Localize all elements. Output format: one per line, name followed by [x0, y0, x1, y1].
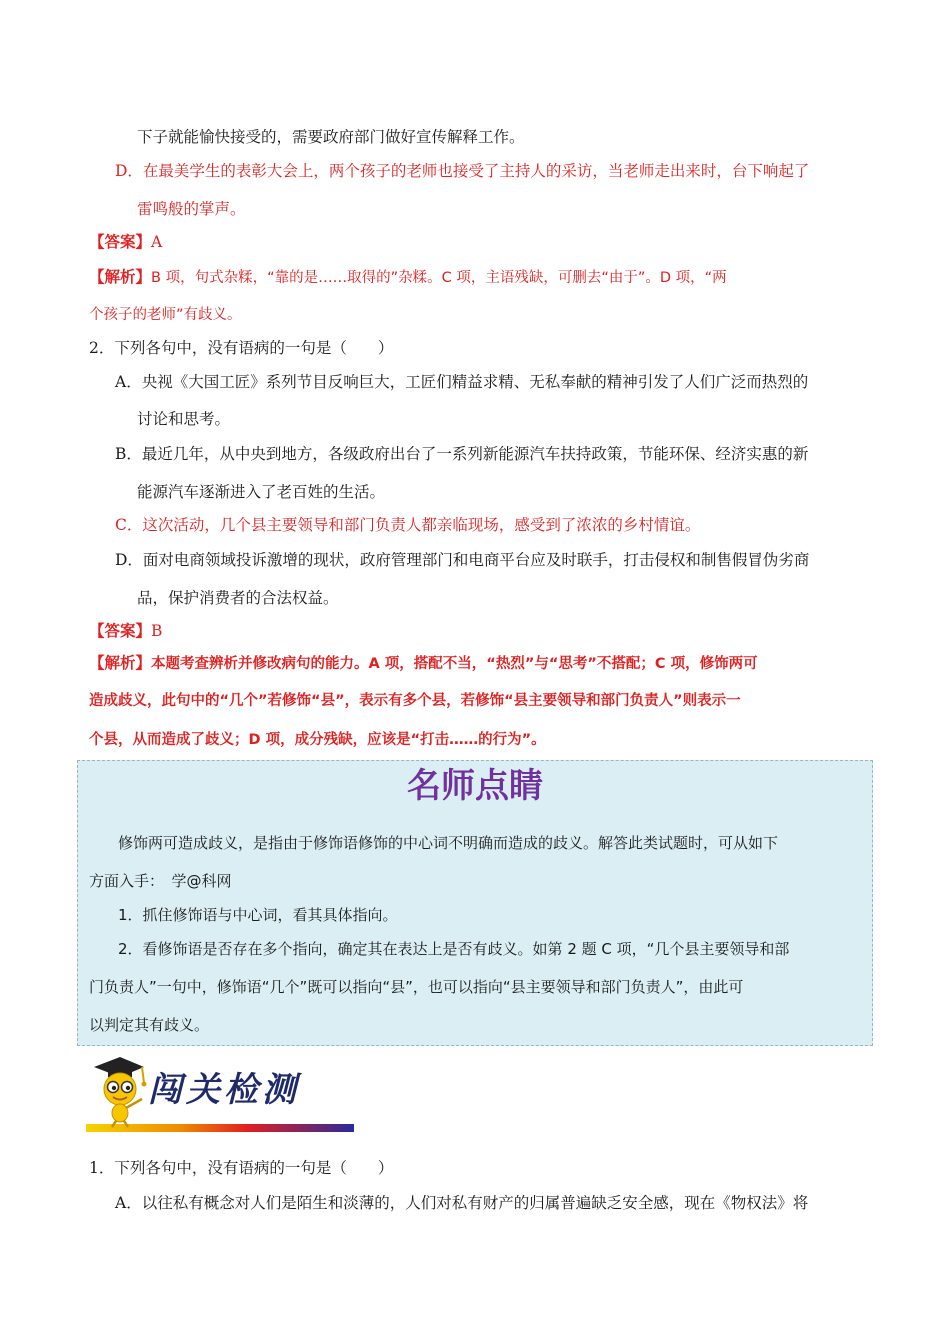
q2-analysis-line3: 个县，从而造成了歧义；D 项，成分残缺，应该是“打击……的行为”。	[89, 732, 546, 748]
q2-option-d-line1: D．面对电商领域投诉激增的现状，政府管理部门和电商平台应及时联手，打击侵权和制售假冒伪劣商	[115, 551, 810, 569]
q2-option-d-line2: 品，保护消费者的合法权益。	[137, 589, 339, 607]
option-d-line2: 雷鸣般的掌声。	[137, 200, 246, 218]
q2-option-a-line2: 讨论和思考。	[137, 410, 231, 428]
next-q-option-a-line1: A．以往私有概念对人们是陌生和淡薄的，人们对私有财产的归属普遍缺乏安全感，现在《物权法》将	[115, 1194, 809, 1212]
next-q-stem: 1．下列各句中，没有语病的一句是（ ）	[89, 1159, 394, 1177]
q2-answer-label: 【答案】	[89, 621, 152, 640]
q2-answer-row	[89, 620, 162, 642]
q2-analysis-line2: 造成歧义，此句中的“几个”若修饰“县”，表示有多个县，若修饰“县主要领导和部门负责人”则表示一	[89, 693, 741, 709]
tip-paragraph3-line2: 门负责人”一句中，修饰语“几个”既可以指向“县”，也可以指向“县主要领导和部门负责人”，由此可	[89, 978, 744, 996]
answer-row	[89, 231, 162, 253]
banner-title: 闯关检测	[148, 1070, 300, 1110]
option-d-line1: D．在最美学生的表彰大会上，两个孩子的老师也接受了主持人的采访，当老师走出来时，台下响起了	[115, 162, 810, 180]
tip-paragraph3-line3: 以判定其有歧义。	[89, 1016, 210, 1034]
tip-paragraph1-line2: 方面入手： 学@科网	[89, 872, 232, 890]
q2-answer-value: B	[151, 622, 163, 640]
option-b-continuation: 下子就能愉快接受的，需要政府部门做好宣传解释工作。	[137, 128, 525, 146]
analysis-line2: 个孩子的老师”有歧义。	[89, 307, 242, 323]
mascot-icon	[94, 1057, 147, 1127]
tip-paragraph2: 1．抓住修饰语与中心词，看其具体指向。	[118, 906, 398, 924]
q2-option-b-line1: B．最近几年，从中央到地方，各级政府出台了一系列新能源汽车扶持政策，节能环保、经济实惠的新	[115, 445, 809, 463]
answer-label: 【答案】	[89, 232, 152, 251]
tip-paragraph1-line1: 修饰两可造成歧义，是指由于修饰语修饰的中心词不明确而造成的歧义。解答此类试题时，可从如下	[118, 834, 779, 852]
analysis-label: 【解析】	[89, 267, 152, 286]
q2-analysis-text-1: 本题考查辨析并修改病句的能力。A 项，搭配不当，“热烈”与“思考”不搭配；C 项，修饰两可	[151, 656, 758, 672]
tip-paragraph3-line1: 2．看修饰语是否存在多个指向，确定其在表达上是否有歧义。如第 2 题 C 项，“几个县主要领导和部	[118, 940, 790, 958]
analysis-line1	[89, 266, 727, 289]
analysis-text-1: B 项，句式杂糅，“靠的是……取得的”杂糅。C 项，主语残缺，可删去“由于”。D 项，“两	[151, 270, 727, 286]
q2-option-a-line1: A．央视《大国工匠》系列节目反响巨大，工匠们精益求精、无私奉献的精神引发了人们广泛而热烈的	[115, 373, 809, 391]
q2-option-c: C．这次活动，几个县主要领导和部门负责人都亲临现场，感受到了浓浓的乡村情谊。	[115, 516, 701, 534]
q2-option-b-line2: 能源汽车逐渐进入了老百姓的生活。	[137, 483, 386, 501]
tip-title: 名师点睛	[407, 766, 543, 806]
q2-analysis-line1	[89, 652, 758, 675]
q2-analysis-label: 【解析】	[89, 653, 152, 672]
answer-value: A	[151, 233, 163, 251]
q2-stem: 2．下列各句中，没有语病的一句是（ ）	[89, 339, 394, 357]
